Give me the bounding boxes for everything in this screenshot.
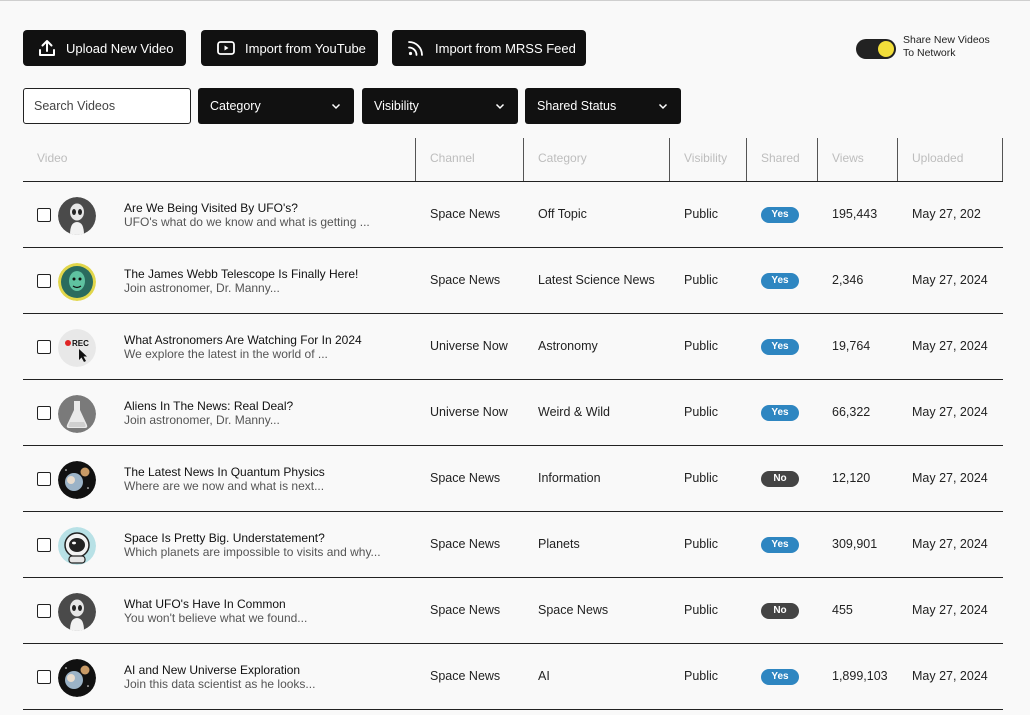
video-visibility: Public [684,273,719,287]
row-checkbox[interactable] [37,670,51,684]
shared-status-badge: Yes [761,339,799,355]
column-header-uploaded[interactable]: Uploaded [912,151,964,165]
video-title[interactable]: AI and New Universe Exploration [124,663,301,677]
video-views: 309,901 [832,537,878,551]
table-row[interactable] [23,182,1003,248]
video-visibility: Public [684,537,719,551]
shared-status-dropdown-label: Shared Status [537,99,617,113]
share-label-line2: To Network [903,47,956,59]
import-mrss-label: Import from MRSS Feed [435,40,576,56]
column-header-views[interactable]: Views [832,151,864,165]
video-views: 2,346 [832,273,864,287]
video-category: Space News [538,603,609,617]
video-uploaded-date: May 27, 2024 [912,339,988,353]
youtube-icon [216,38,236,58]
column-divider [817,138,818,181]
video-channel: Universe Now [430,405,508,419]
column-divider [669,138,670,181]
shared-status-badge: Yes [761,405,799,421]
share-network-toggle[interactable] [856,39,896,59]
video-title[interactable]: Are We Being Visited By UFO's? [124,201,298,215]
video-views: 455 [832,603,853,617]
video-category: AI [538,669,550,683]
table-row[interactable] [23,314,1003,380]
rss-icon [406,38,426,58]
video-channel: Space News [430,603,501,617]
upload-icon [37,38,57,58]
table-row[interactable] [23,644,1003,710]
video-channel: Space News [430,669,501,683]
table-row[interactable] [23,446,1003,512]
video-channel: Space News [430,273,501,287]
video-thumbnail[interactable] [58,197,96,235]
video-thumbnail[interactable] [58,659,96,697]
video-uploaded-date: May 27, 2024 [912,471,988,485]
shared-status-dropdown[interactable] [525,88,681,124]
row-checkbox[interactable] [37,274,51,288]
table-header [23,138,1003,182]
toggle-knob [878,41,894,57]
shared-status-badge: Yes [761,537,799,553]
table-row[interactable] [23,512,1003,578]
video-views: 19,764 [832,339,871,353]
row-checkbox[interactable] [37,604,51,618]
share-label-line1: Share New Videos [903,34,990,46]
category-dropdown-label: Category [210,99,261,113]
video-description: Join this data scientist as he looks... [124,677,316,691]
video-visibility: Public [684,471,719,485]
import-mrss-button[interactable] [392,30,586,66]
video-views: 12,120 [832,471,871,485]
video-views: 66,322 [832,405,871,419]
video-description: UFO's what do we know and what is getting ... [124,215,370,229]
visibility-dropdown[interactable] [362,88,518,124]
video-uploaded-date: May 27, 2024 [912,603,988,617]
video-visibility: Public [684,669,719,683]
column-header-visibility[interactable]: Visibility [684,151,728,165]
table-body [23,182,1003,710]
video-title[interactable]: What UFO's Have In Common [124,597,286,611]
shared-status-badge: Yes [761,273,799,289]
category-dropdown[interactable] [198,88,354,124]
column-divider [1002,138,1003,181]
chevron-down-icon [494,100,506,112]
column-header-channel[interactable]: Channel [430,151,475,165]
video-category: Latest Science News [538,273,655,287]
chevron-down-icon [330,100,342,112]
video-channel: Universe Now [430,339,508,353]
video-title[interactable]: The Latest News In Quantum Physics [124,465,325,479]
row-checkbox[interactable] [37,472,51,486]
table-row[interactable] [23,380,1003,446]
video-thumbnail[interactable] [58,263,96,301]
share-network-label [903,34,1013,60]
video-uploaded-date: May 27, 2024 [912,537,988,551]
column-divider [523,138,524,181]
video-uploaded-date: May 27, 2024 [912,405,988,419]
video-title[interactable]: The James Webb Telescope Is Finally Here! [124,267,359,281]
chevron-down-icon [657,100,669,112]
video-views: 1,899,103 [832,669,888,683]
video-visibility: Public [684,405,719,419]
row-checkbox[interactable] [37,340,51,354]
video-channel: Space News [430,471,501,485]
video-views: 195,443 [832,207,878,221]
video-uploaded-date: May 27, 2024 [912,273,988,287]
search-input[interactable] [23,88,191,124]
column-divider [746,138,747,181]
video-category: Information [538,471,601,485]
video-uploaded-date: May 27, 2024 [912,669,988,683]
column-header-category[interactable]: Category [538,151,587,165]
video-description: Where are we now and what is next... [124,479,325,493]
visibility-dropdown-label: Visibility [374,99,419,113]
video-thumbnail[interactable] [58,527,96,565]
videos-table [23,138,1003,710]
video-uploaded-date: May 27, 202 [912,207,981,221]
video-channel: Space News [430,537,501,551]
shared-status-badge: No [761,603,799,619]
row-checkbox[interactable] [37,538,51,552]
video-title[interactable]: Aliens In The News: Real Deal? [124,399,294,413]
table-row[interactable] [23,248,1003,314]
upload-video-button[interactable] [23,30,186,66]
video-description: We explore the latest in the world of ... [124,347,328,361]
video-thumbnail[interactable] [58,329,96,367]
video-description: Join astronomer, Dr. Manny... [124,413,280,427]
video-visibility: Public [684,603,719,617]
video-description: Which planets are impossible to visits and why... [124,545,381,559]
shared-status-badge: No [761,471,799,487]
svg-text:REC: REC [72,339,89,348]
video-description: Join astronomer, Dr. Manny... [124,281,280,295]
video-category: Off Topic [538,207,587,221]
video-category: Astronomy [538,339,598,353]
video-thumbnail[interactable] [58,395,96,433]
video-thumbnail[interactable] [58,593,96,631]
import-youtube-label: Import from YouTube [245,40,366,56]
video-thumbnail[interactable] [58,461,96,499]
table-row[interactable] [23,578,1003,644]
column-divider [897,138,898,181]
column-header-shared[interactable]: Shared [761,151,800,165]
shared-status-badge: Yes [761,207,799,223]
video-visibility: Public [684,339,719,353]
row-checkbox[interactable] [37,406,51,420]
video-category: Weird & Wild [538,405,611,419]
column-header-video[interactable]: Video [37,151,68,165]
upload-video-label: Upload New Video [66,40,174,56]
row-checkbox[interactable] [37,208,51,222]
video-category: Planets [538,537,580,551]
video-title[interactable]: What Astronomers Are Watching For In 2024 [124,333,362,347]
column-divider [415,138,416,181]
import-youtube-button[interactable] [201,30,378,66]
shared-status-badge: Yes [761,669,799,685]
video-description: You won't believe what we found... [124,611,308,625]
video-channel: Space News [430,207,501,221]
video-title[interactable]: Space Is Pretty Big. Understatement? [124,531,325,545]
video-visibility: Public [684,207,719,221]
